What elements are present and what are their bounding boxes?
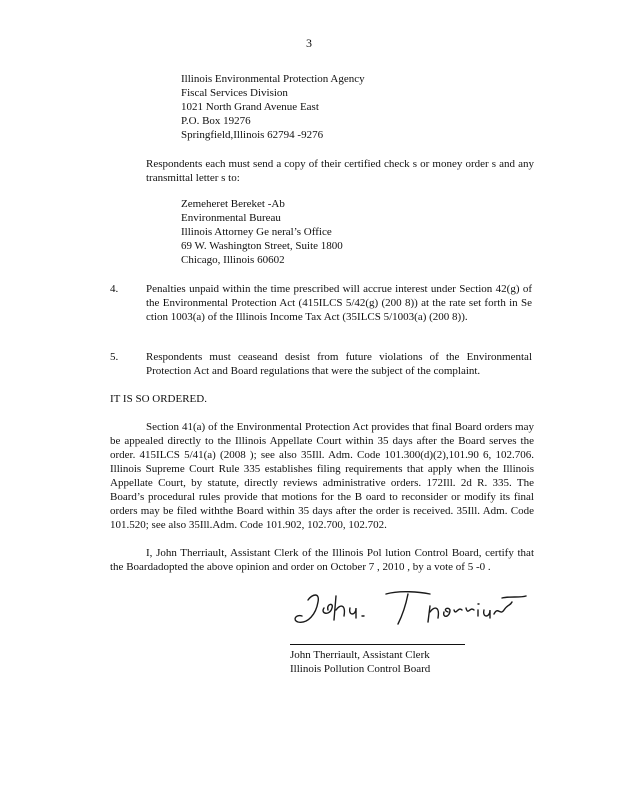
signer-name: John Therriault, Assistant Clerk	[290, 649, 430, 661]
agency-address	[181, 72, 365, 142]
address-line: Environmental Bureau	[181, 212, 281, 224]
address-line: Springfield,Illinois 62794 -9276	[181, 129, 324, 141]
address-line: Zemeheret Bereket -Ab	[181, 198, 285, 210]
address-line: 69 W. Washington Street, Suite 1800	[181, 240, 343, 252]
address-line: Illinois Attorney Ge neral’s Office	[181, 226, 332, 238]
item-text: Respondents must ceaseand desist from future violations of the Environmental Protection Act and Board regulations that were the subject of the complaint.	[146, 351, 532, 377]
certification: I, John Therriault, Assistant Clerk of the Illinois Pol lution Control Board, certify that the Boardadopted the above opinion and order on October 7 , 2010 , by a vote of 5 -0 .	[110, 547, 534, 573]
signer-block	[290, 648, 430, 676]
item-text: Penalties unpaid within the time prescribed will accrue interest under Section 42(g) of the Environmental Protection Act (415ILCS 5/42(g) (200 8)) at the rate set forth in Se ction 1003(a) of the Illinois Income Tax Act (35ILCS 5/1003(a) (200 8)).	[146, 283, 532, 323]
address-line: Illinois Environmental Protection Agency	[181, 73, 365, 85]
attorney-general-address	[181, 197, 343, 267]
signature-line	[290, 644, 465, 645]
signer-organization: Illinois Pollution Control Board	[290, 663, 431, 675]
address-line: Chicago, Illinois 60602	[181, 254, 285, 266]
signature-image	[290, 586, 530, 639]
item-number: 4.	[110, 283, 119, 295]
appeal-paragraph: Section 41(a) of the Environmental Protection Act provides that final Board orders may be appealed directly to the Illinois Appellate Court within 35 days after the Board serves the order. 415ILCS 5/41(a) (2008 ); see also 35Ill. Adm. Code 101.300(d)(2),101.90 6, 102.706. Illinois Supreme Court Rule 335 establishes filing requirements that apply when the Illinois Appellate Court, by statute, directly reviews administrative orders. 172Ill. 2d R. 335. The Board’s procedural rules provide that motions for the B oard to reconsider or modify its final orders may be filed withthe Board within 35 days after the order is received. 35Ill. Adm. Code 101.520; see also 35Ill.Adm. Code 101.902, 102.700, 102.702.	[110, 421, 534, 531]
address-line: Fiscal Services Division	[181, 87, 288, 99]
address-line: 1021 North Grand Avenue East	[181, 101, 319, 113]
copy-instruction: Respondents each must send a copy of their certified check s or money order s and any transmittal letter s to:	[146, 158, 534, 184]
so-ordered: IT IS SO ORDERED.	[110, 393, 207, 405]
signature-icon	[290, 586, 530, 634]
address-line: P.O. Box 19276	[181, 115, 251, 127]
item-number: 5.	[110, 351, 119, 363]
page-number: 3	[306, 36, 312, 50]
